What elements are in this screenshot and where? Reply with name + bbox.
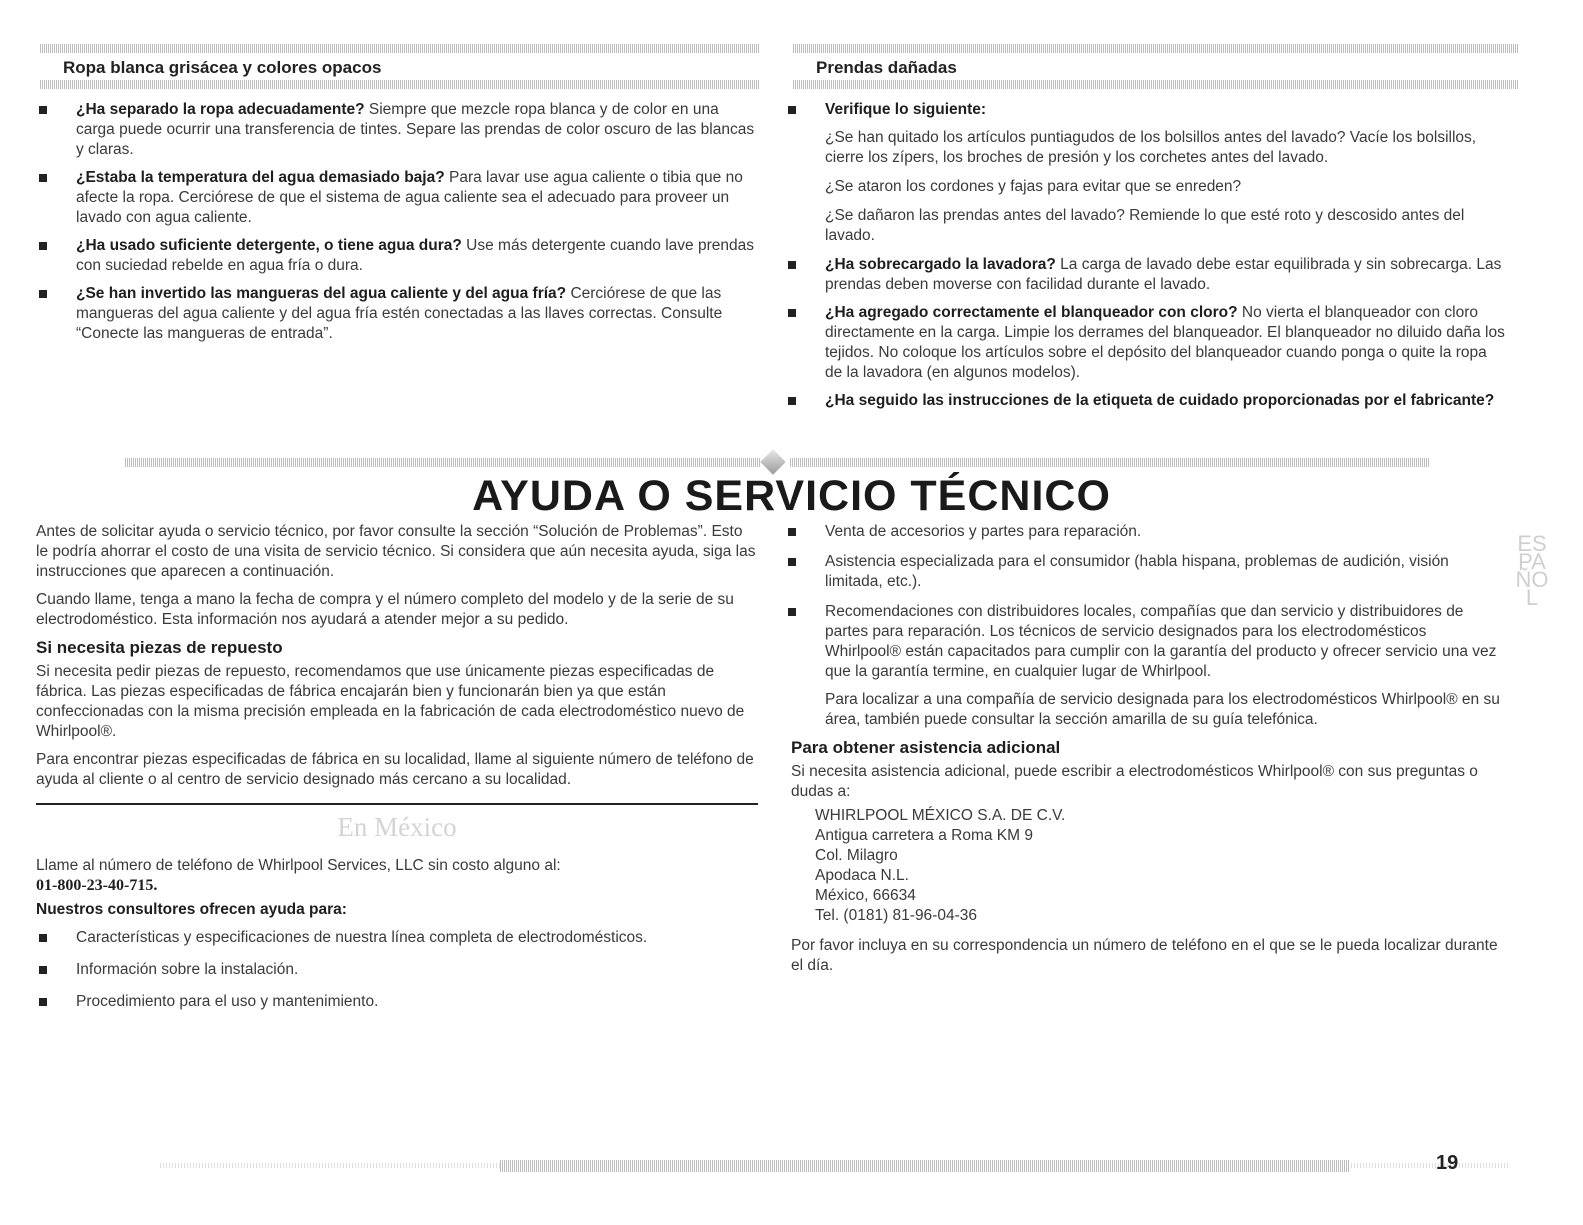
bullet-icon [39,290,47,298]
right-section-heading: Prendas dañadas [816,58,957,77]
phone-number: 01-800-23-40-715. [36,877,158,894]
address-line: Apodaca N.L. [815,867,909,884]
title-rule-right [790,458,1430,467]
extra-help-heading: Para obtener asistencia adicional [791,738,1061,757]
list-item: ¿Estaba la temperatura del agua demasiado baja? Para lavar use agua caliente o tibia que no afecte la ropa. Cerciórese de que el sistema de agua caliente sea el adecuado para proveer un lavado con agua caliente. [36,168,756,228]
list-item: ¿Se han invertido las mangueras del agua caliente y del agua fría? Cerciórese de que las mangueras del agua caliente y del agua fría estén conectadas a las llaves correctas. Consulte “Conecte las mangueras de entrada”. [36,284,756,344]
left-section-heading: Ropa blanca grisácea y colores opacos [63,58,382,77]
call-text: Llame al número de teléfono de Whirlpool Services, LLC sin costo alguno al: [36,857,561,874]
title-rule-left [125,458,760,467]
intro-paragraph: Cuando llame, tenga a mano la fecha de compra y el número completo del modelo y de la serie de su electrodoméstico. Esta información nos ayudará a atender mejor a su pedido. [36,591,734,628]
top-right-heading-rule [793,80,1518,89]
address-block [815,806,1505,926]
closing-paragraph: Por favor incluya en su correspondencia un número de teléfono en el que se le pueda localizar durante el día. [791,937,1498,974]
parts-heading: Si necesita piezas de repuesto [36,638,283,657]
diamond-icon [760,449,785,474]
top-right-rule [793,44,1518,53]
list-item: Verifique lo siguiente: [785,100,1505,120]
mexico-heading: En México [337,812,457,842]
bullet-icon [788,309,796,317]
divider [36,803,758,805]
bullet-icon [788,106,796,114]
list-item: ¿Ha usado suficiente detergente, o tiene agua dura? Use más detergente cuando lave prendas con suciedad rebelde en agua fría o dura. [36,236,756,276]
verify-line: ¿Se ataron los cordones y fajas para evitar que se enreden? [825,178,1242,195]
verify-lines [785,128,1505,246]
page-number: 19 [1436,1152,1459,1174]
consultants-heading: Nuestros consultores ofrecen ayuda para: [36,901,347,918]
bullet-icon [39,934,47,942]
verify-line: ¿Se han quitado los artículos puntiagudos de los bolsillos antes del lavado? Vacíe los bolsillos, cierre los zípers, los broches de presión y los corchetes antes del lavado. [825,129,1477,166]
page-title: AYUDA O SERVICIO TÉCNICO [472,472,1111,520]
bullet-icon [39,966,47,974]
bullet-icon [788,608,796,616]
address-line: México, 66634 [815,887,916,904]
right-bottom-column [785,522,1505,984]
address-line: Antigua carretera a Roma KM 9 [815,827,1033,844]
address-line: Tel. (0181) 81-96-04-36 [815,907,977,924]
side-tab: ESPAÑOL [1515,531,1549,610]
list-item: ¿Ha agregado correctamente el blanqueador con cloro? No vierta el blanqueador con cloro directamente en la carga. Limpie los derrames del blanqueador. El blanqueador no diluido daña los tejidos. No coloque los artículos sobre el depósito del blanqueador cuando ponga o quite la ropa de la lavadora (en algunos modelos). [785,303,1505,383]
bullet-icon [39,106,47,114]
address-line: WHIRLPOOL MÉXICO S.A. DE C.V. [815,807,1066,824]
verify-line: ¿Se dañaron las prendas antes del lavado? Remiende lo que esté roto y descosido antes del lavado. [825,207,1465,244]
list-item: Asistencia especializada para el consumidor (habla hispana, problemas de audición, visión limitada, etc.). [785,552,1505,592]
list-item: Características y especificaciones de nuestra línea completa de electrodomésticos. [36,928,758,948]
list-item: ¿Ha separado la ropa adecuadamente? Siempre que mezcle ropa blanca y de color en una carga puede ocurrir una transferencia de tintes. Separe las prendas de color oscuro de las blancas y claras. [36,100,756,160]
bullet-icon [39,174,47,182]
list-item: Venta de accesorios y partes para reparación. [785,522,1505,542]
bullet-icon [39,998,47,1006]
left-bottom-column [36,522,758,798]
right-top-list [785,100,1505,419]
list-item: Recomendaciones con distribuidores locales, compañías que dan servicio y distribuidores de partes para reparación. Los técnicos de servicio designados para los electrodomésticos Whirlpool® están capacitados para cumplir con la garantía del producto y ofrecer servicio una vez que la garantía termine, en cualquier lugar de Whirlpool. [785,602,1505,682]
top-left-heading-rule [40,80,760,89]
left-top-list [36,100,756,352]
bullet-icon [39,242,47,250]
extra-help-paragraph: Si necesita asistencia adicional, puede escribir a electrodomésticos Whirlpool® con sus preguntas o dudas a: [791,763,1478,800]
bullet-icon [788,528,796,536]
mexico-section [36,856,758,1020]
address-line: Col. Milagro [815,847,898,864]
parts-paragraph: Si necesita pedir piezas de repuesto, recomendamos que use únicamente piezas especificadas de fábrica. Las piezas especificadas de fábrica encajarán bien y funcionarán bien ya que están confeccionadas con la misma precisión empleada en la fabricación de cada electrodoméstico nuevo de Whirlpool®. [36,663,745,740]
bullet-icon [788,397,796,405]
bullet-icon [788,558,796,566]
top-left-rule [40,44,760,53]
locate-paragraph: Para localizar a una compañía de servicio designada para los electrodomésticos Whirlpool® en su área, también puede consultar la sección amarilla de su guía telefónica. [825,691,1500,728]
footer-rule [500,1160,1350,1172]
list-item: Procedimiento para el uso y mantenimiento. [36,992,758,1012]
list-item: ¿Ha sobrecargado la lavadora? La carga de lavado debe estar equilibrada y sin sobrecarga. Las prendas deben moverse con facilidad durante el lavado. [785,255,1505,295]
list-item: ¿Ha seguido las instrucciones de la etiqueta de cuidado proporcionadas por el fabricante? [785,391,1505,411]
list-item: Información sobre la instalación. [36,960,758,980]
intro-paragraph: Antes de solicitar ayuda o servicio técnico, por favor consulte la sección “Solución de Problemas”. Esto le podría ahorrar el costo de una visita de servicio técnico. Si considera que aún necesita ayuda, siga las instrucciones que aparecen a continuación. [36,523,756,580]
bullet-icon [788,261,796,269]
parts-paragraph: Para encontrar piezas especificadas de fábrica en su localidad, llame al siguiente número de teléfono de ayuda al cliente o al centro de servicio designado más cercano a su localidad. [36,751,754,788]
